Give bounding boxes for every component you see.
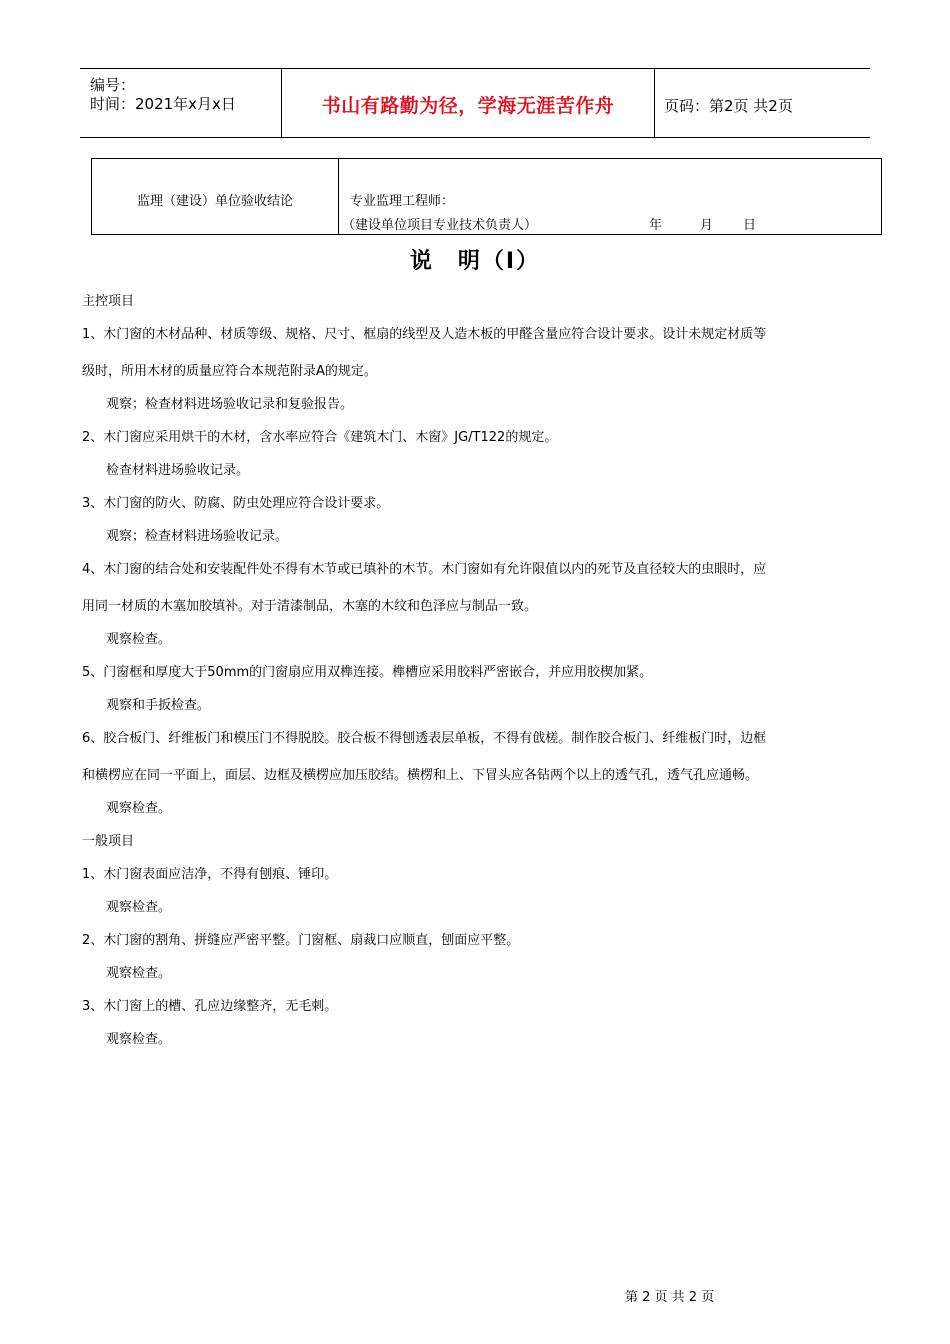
inspection-method: 观察检查。 [106, 900, 172, 915]
body-line: 5、门窗框和厚度大于50mm的门窗扇应用双榫连接。榫槽应采用胶料严密嵌合，并应用胶楔加紧。 [82, 665, 653, 680]
page-info: 页码：第2页 共2页 [664, 97, 793, 115]
acceptance-signoff-table [91, 158, 882, 235]
inspection-method: 观察和手扳检查。 [106, 698, 211, 713]
body-line: 3、木门窗的防火、防腐、防虫处理应符合设计要求。 [82, 496, 390, 511]
inspection-method: 观察检查。 [106, 801, 172, 816]
document-number-label: 编号： [90, 76, 136, 94]
inspection-method: 观察检查。 [106, 632, 172, 647]
general-items-heading: 一般项目 [82, 834, 135, 849]
signoff-label-cell [92, 159, 339, 234]
date-line: 时间：2021年x月x日 [90, 95, 236, 113]
header-motto-cell [281, 69, 655, 137]
owner-tech-lead-field: （建设单位项目专业技术负责人） [342, 218, 538, 233]
inspection-method: 检查材料进场验收记录。 [106, 463, 250, 478]
body-line: 1、木门窗表面应洁净，不得有刨痕、锤印。 [82, 867, 338, 882]
body-line: 用同一材质的木塞加胶填补。对于清漆制品，木塞的木纹和色泽应与制品一致。 [82, 599, 538, 614]
header-page-cell [654, 69, 870, 137]
body-line: 级时，所用木材的质量应符合本规范附录A的规定。 [82, 364, 377, 379]
section-title: 说 明（Ⅰ） [409, 249, 541, 274]
inspection-method: 观察；检查材料进场验收记录。 [106, 529, 289, 544]
page-footer: 第 2 页 共 2 页 [625, 1290, 715, 1305]
body-line: 1、木门窗的木材品种、材质等级、规格、尺寸、框扇的线型及人造木板的甲醛含量应符合设计要求。设计未规定材质等 [82, 327, 767, 342]
body-line: 4、木门窗的结合处和安装配件处不得有木节或已填补的木节。木门窗如有允许限值以内的死节及直径较大的虫眼时，应 [82, 562, 767, 577]
supervising-engineer-field: 专业监理工程师： [350, 194, 455, 209]
page-header [80, 68, 870, 138]
body-line: 3、木门窗上的槽、孔应边缘整齐，无毛刺。 [82, 999, 338, 1014]
main-control-heading: 主控项目 [82, 294, 135, 309]
motto-text: 书山有路勤为径，学海无涯苦作舟 [321, 95, 615, 117]
inspection-method: 观察；检查材料进场验收记录和复验报告。 [106, 397, 354, 412]
signoff-label: 监理（建设）单位验收结论 [136, 194, 293, 209]
inspection-method: 观察检查。 [106, 1032, 172, 1047]
day-label: 日 [743, 218, 757, 233]
body-line: 2、木门窗应采用烘干的木材，含水率应符合《建筑木门、木窗》JG/T122的规定。 [82, 430, 558, 445]
body-line: 2、木门窗的割角、拼缝应严密平整。门窗框、扇裁口应顺直，刨面应平整。 [82, 933, 520, 948]
inspection-method: 观察检查。 [106, 966, 172, 981]
month-label: 月 [700, 218, 714, 233]
year-label: 年 [649, 218, 663, 233]
header-info-cell [80, 69, 281, 137]
body-line: 和横楞应在同一平面上，面层、边框及横楞应加压胶结。横楞和上、下冒头应各钻两个以上的透气孔，透气孔应通畅。 [82, 768, 759, 783]
body-line: 6、胶合板门、纤维板门和模压门不得脱胶。胶合板不得刨透表层单板，不得有戗槎。制作胶合板门、纤维板门时，边框 [82, 731, 767, 746]
